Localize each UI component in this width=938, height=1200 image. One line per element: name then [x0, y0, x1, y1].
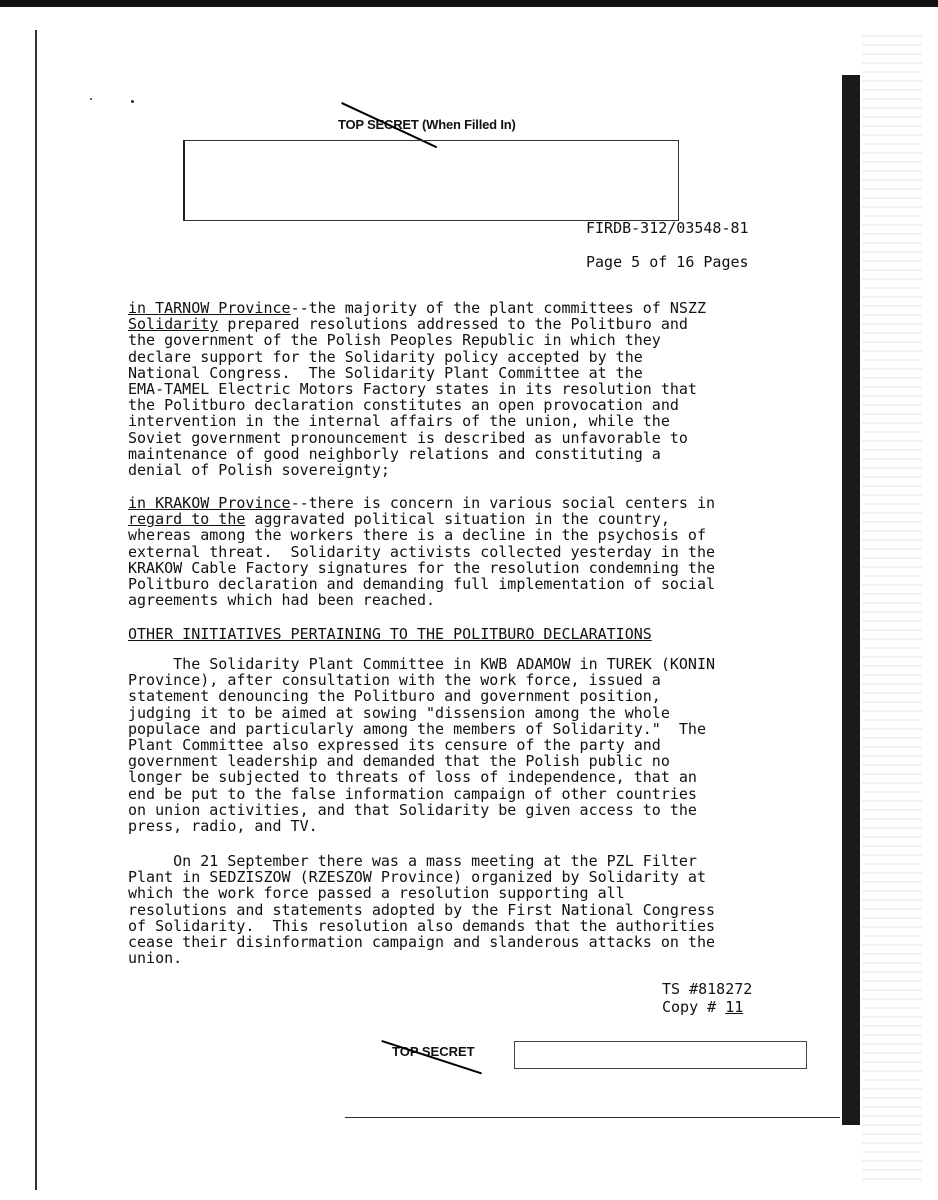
classification-header — [338, 117, 516, 132]
paragraph-text: --there is concern in various social centers in — [290, 494, 716, 512]
ts-number: TS #818272 — [662, 980, 753, 998]
control-block — [662, 980, 761, 1016]
page-top-edge — [0, 0, 938, 7]
classification-note: (When Filled In) — [422, 117, 516, 132]
footer-blank-box — [514, 1041, 807, 1069]
header-blank-box — [183, 140, 679, 221]
paragraph-adamow: The Solidarity Plant Committee in KWB ADAMOW in TUREK (KONIN Province), after consultation with the work force, issued a statement denouncing the Politburo and government position, judging it to be aimed at sowing "dissension among the whole populace and particularly among the members of Solidarity." The Plant Committee also expressed its censure of the party and government leadership and demanded that the Polish public no longer be subjected to threats of loss of independence, that an end be put to the false information campaign of other countries on union activities, and that Solidarity be given access to the press, radio, and TV. — [128, 655, 715, 836]
bottom-rule — [345, 1117, 840, 1118]
paragraph-sedziszow: On 21 September there was a mass meeting at the PZL Filter Plant in SEDZISZOW (RZESZOW Province) organized by Solidarity at which the work force passed a resolution supporting all resolutions and statements adopted by the First National Congress of Solidarity. This resolution also demands that the authorities cease their disinformation campaign and slanderous attacks on the union. — [128, 852, 715, 968]
page-number: Page 5 of 16 Pages — [586, 253, 749, 271]
right-scan-speckle — [862, 30, 922, 1180]
section-heading: OTHER INITIATIVES PERTAINING TO THE POLITBURO DECLARATIONS — [128, 625, 652, 643]
copy-label: Copy # — [662, 998, 717, 1016]
paragraph-text: the government of the Polish Peoples Republic in which they declare support for the Solidarity policy accepted by the National Congress. The Solidarity Plant Committee at the EMA-TAMEL Electric Motors Factory states in its resolution that the Politburo declaration constitutes an open provocation and intervention in the internal affairs of the union, while the Soviet government pronouncement is described as unfavorable to maintenance of good neighborly relations and constituting a denial of Polish sovereignty; — [128, 331, 697, 480]
underlined-text: regard to the — [128, 510, 246, 529]
paragraph-text: aggravated political situation in the country, — [245, 510, 670, 529]
scan-speck — [90, 98, 92, 100]
province-krakow: in KRAKOW Province — [128, 494, 291, 512]
left-scan-edge — [35, 30, 37, 1190]
paragraph-krakow — [128, 495, 768, 608]
paragraph-tarnow — [128, 300, 768, 478]
underlined-text: Solidarity — [128, 315, 219, 334]
right-scan-bar — [842, 75, 860, 1125]
scan-speck — [131, 100, 134, 103]
province-tarnow: in TARNOW Province — [128, 299, 291, 317]
paragraph-text: prepared resolutions addressed to the Politburo and — [218, 315, 688, 334]
paragraph-text: --the majority of the plant committees of NSZZ — [290, 299, 706, 317]
paragraph-text: whereas among the workers there is a decline in the psychosis of external threat. Solidarity activists collected yesterday in the KRAKOW Cable Factory signatures for the resolution condemning the Politburo declaration and demanding full implementation of social agreements which had been reached. — [128, 526, 715, 610]
copy-number: 11 — [725, 998, 744, 1016]
classification-top-text: TOP SECRET — [338, 117, 419, 132]
classification-footer: TOP SECRET — [392, 1044, 475, 1059]
document-reference: FIRDB-312/03548-81 — [586, 219, 749, 237]
